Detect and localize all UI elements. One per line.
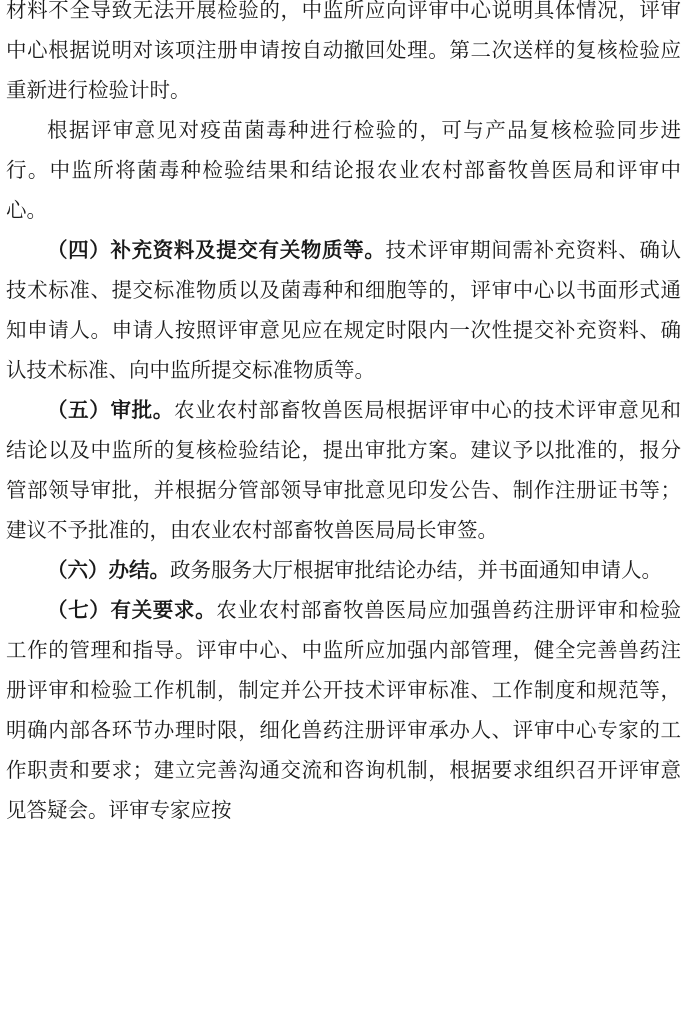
section-heading-seven: （七）有关要求。 (47, 598, 217, 622)
section-heading-five: （五）审批。 (47, 398, 174, 422)
paragraph-text: 技术评审期间需补充资料、确认技术标准、提交标准物质以及菌毒种和细胞等的，评审中心以书面形式通知申请人。申请人按照评审意见应在规定时限内一次性提交补充资料、确认技术标准、向中监所提交标准物质等。 (6, 238, 682, 382)
paragraph-completion (6, 550, 681, 590)
section-heading-four: （四）补充资料及提交有关物质等。 (47, 238, 386, 262)
paragraph-requirements (6, 590, 681, 830)
paragraph-seed-strain-inspection (6, 110, 681, 230)
paragraph-approval (6, 390, 681, 550)
paragraph-text: 农业农村部畜牧兽医局应加强兽药注册评审和检验工作的管理和指导。评审中心、中监所应加强内部管理，健全完善兽药注册评审和检验工作机制，制定并公开技术评审标准、工作制度和规范等，明确内部各环节办理时限，细化兽药注册评审承办人、评审中心专家的工作职责和要求；建立完善沟通交流和咨询机制，根据要求组织召开评审意见答疑会。评审专家应按 (6, 598, 682, 822)
section-heading-six: （六）办结。 (47, 558, 170, 582)
paragraph-text: 材料不全导致无法开展检验的，中监所应向评审中心说明具体情况，评审中心根据说明对该项注册申请按自动撤回处理。第二次送样的复核检验应重新进行检验计时。 (6, 0, 681, 102)
paragraph-material-incomplete (6, 0, 681, 110)
paragraph-supplementary-materials (6, 230, 681, 390)
paragraph-text: 根据评审意见对疫苗菌毒种进行检验的，可与产品复核检验同步进行。中监所将菌毒种检验结果和结论报农业农村部畜牧兽医局和评审中心。 (6, 118, 681, 222)
paragraph-text: 农业农村部畜牧兽医局根据评审中心的技术评审意见和结论以及中监所的复核检验结论，提出审批方案。建议予以批准的，报分管部领导审批，并根据分管部领导审批意见印发公告、制作注册证书等；建议不予批准的，由农业农村部畜牧兽医局局长审签。 (6, 398, 682, 542)
paragraph-text: 政务服务大厅根据审批结论办结，并书面通知申请人。 (170, 558, 662, 582)
